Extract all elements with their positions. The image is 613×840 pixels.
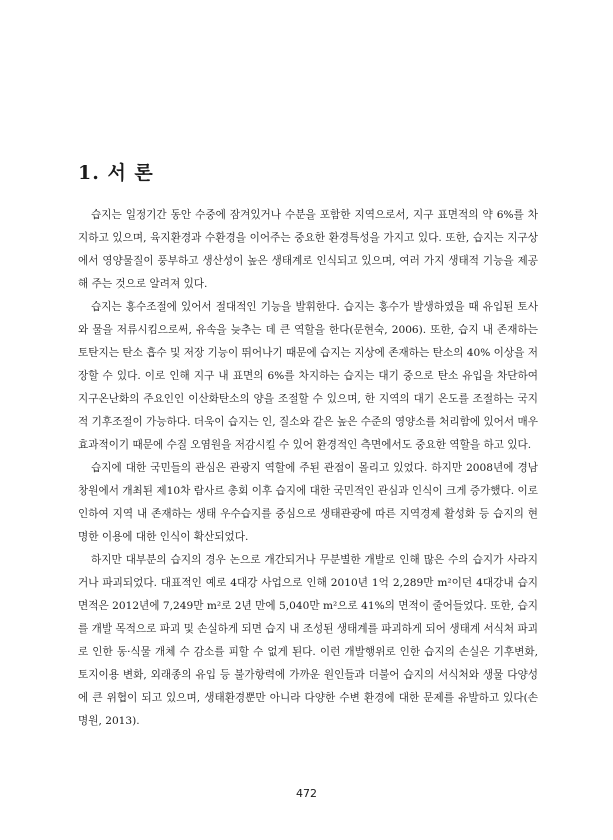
section-body (78, 204, 538, 733)
paragraph-4: 하지만 대부분의 습지의 경우 논으로 개간되거나 무분별한 개발로 인해 많은 수의 습지가 사라지거나 파괴되었다. 대표적인 예로 4대강 사업으로 인해 2010년 1억 2,289만 m²이던 4대강내 습지 면적은 2012년에 7,249만 m²로 2년 만에 5,040만 m²으로 41%의 면적이 줄어들었다. 또한, 습지를 개발 목적으로 파괴 및 손실하게 되면 습지 내 조성된 생태계를 파괴하게 되어 생태계 서식처 파괴로 인한 동·식물 개체 수 감소를 피할 수 없게 된다. 이런 개발행위로 인한 습지의 손실은 기후변화, 토지이용 변화, 외래종의 유입 등 불가항력에 가까운 원인들과 더불어 습지의 서식처와 생물 다양성에 큰 위협이 되고 있으며, 생태환경뿐만 아니라 다양한 수변 환경에 대한 문제를 유발하고 있다(손명원, 2013). (78, 554, 538, 727)
page-number: 472 (296, 787, 317, 800)
paragraph-2: 습지는 홍수조절에 있어서 절대적인 기능을 발휘한다. 습지는 홍수가 발생하였을 때 유입된 토사와 물을 저류시킴으로써, 유속을 늦추는 데 큰 역할을 한다(문현숙, 2006). 또한, 습지 내 존재하는 토탄지는 탄소 흡수 및 저장 기능이 뛰어나기 때문에 습지는 지상에 존재하는 탄소의 40% 이상을 저장할 수 있다. 이로 인해 지구 내 표면의 6%를 차지하는 습지는 대기 중으로 탄소 유입을 차단하여 지구온난화의 주요인인 이산화탄소의 양을 조절할 수 있으며, 한 지역의 대기 온도를 조절하는 국지적 기후조절이 가능하다. 더욱이 습지는 인, 질소와 같은 높은 수준의 영양소를 처리함에 있어서 매우 효과적이기 때문에 수질 오염원을 저감시킬 수 있어 환경적인 측면에서도 중요한 역할을 하고 있다. (78, 301, 538, 451)
paragraph-3: 습지에 대한 국민들의 관심은 관광지 역할에 주된 관점이 몰리고 있었다. 하지만 2008년에 경남 창원에서 개최된 제10차 람사르 총회 이후 습지에 대한 국민적인 관심과 인식이 크게 증가했다. 이로 인하여 지역 내 존재하는 생태 우수습지를 중심으로 생태관광에 따른 지역경제 활성화 등 습지의 현명한 이용에 대한 인식이 확산되었다. (78, 462, 538, 543)
paragraph-1: 습지는 일정기간 동안 수중에 잠겨있거나 수분을 포함한 지역으로서, 지구 표면적의 약 6%를 차지하고 있으며, 육지환경과 수환경을 이어주는 중요한 환경특성을 가지고 있다. 또한, 습지는 지구상에서 영양물질이 풍부하고 생산성이 높은 생태계로 인식되고 있으며, 여러 가지 생태적 기능을 제공해 주는 것으로 알려져 있다. (78, 209, 538, 290)
section-heading: 1. 서 론 (78, 162, 154, 184)
